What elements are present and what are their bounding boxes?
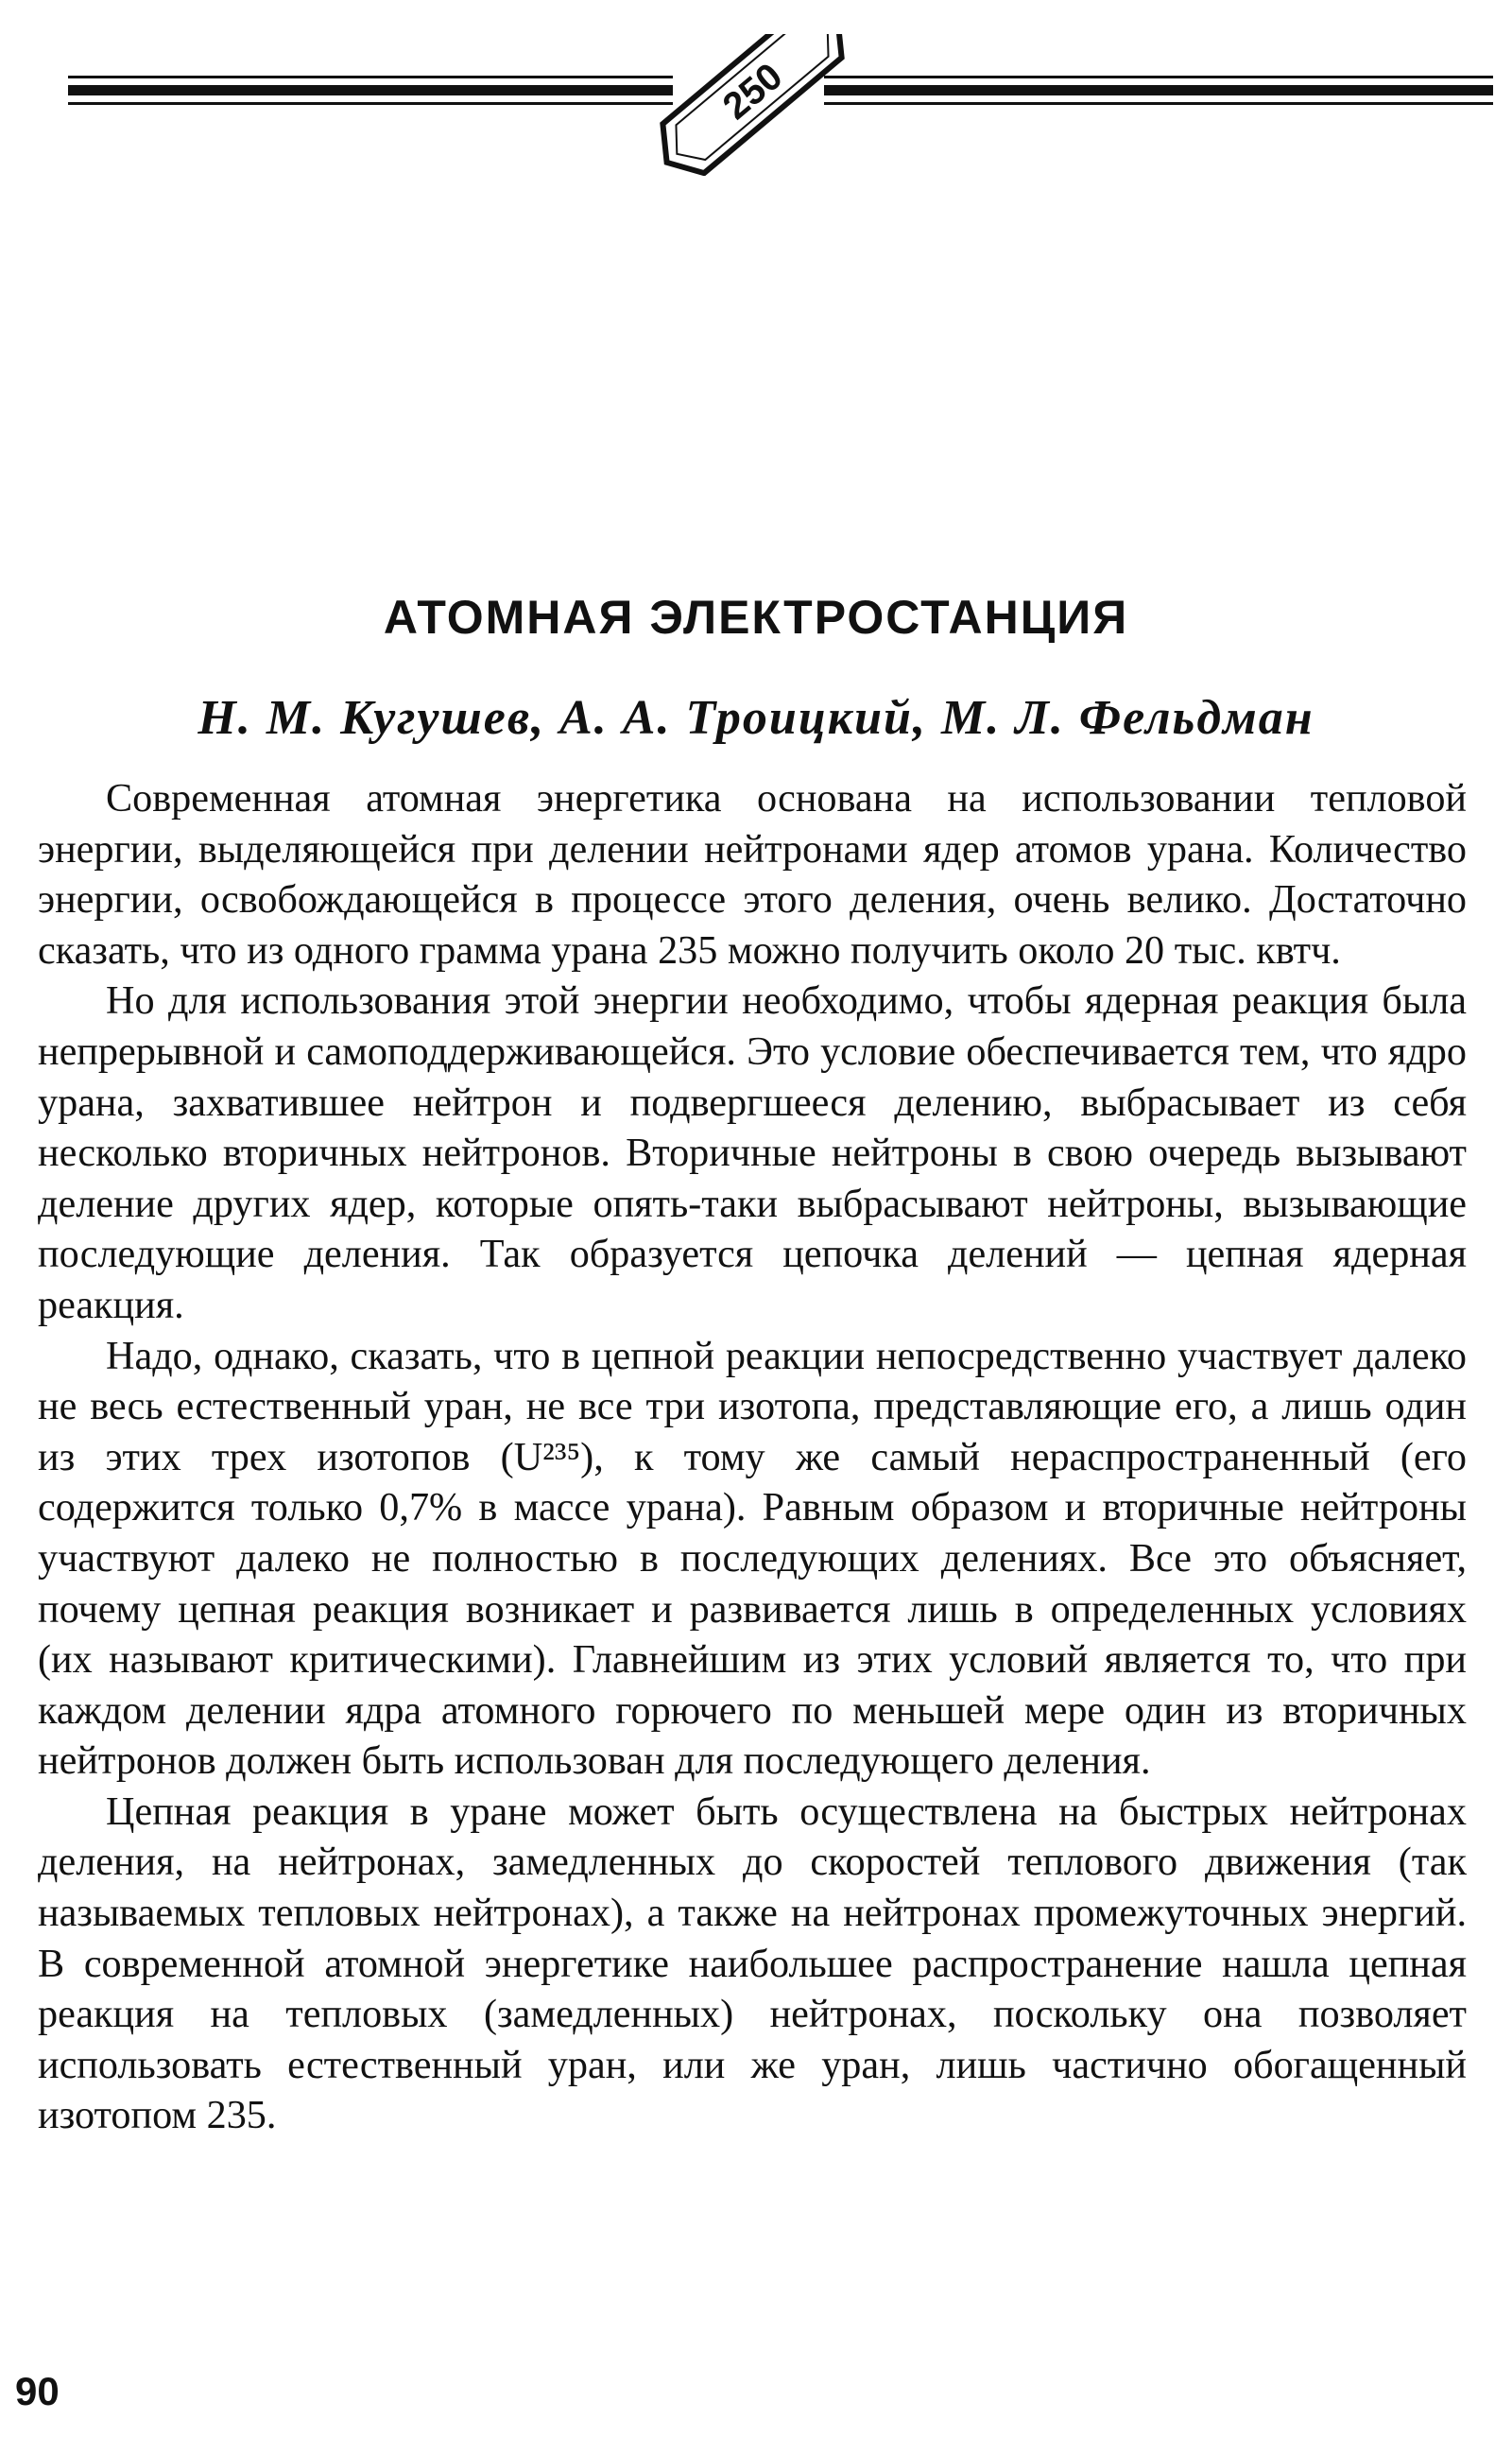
ornament-right-rule-thin-top: [824, 76, 1493, 78]
article-title: АТОМНАЯ ЭЛЕКТРОСТАНЦИЯ: [383, 591, 1129, 644]
page-number: 90: [15, 2369, 60, 2413]
emblem-number: 250: [714, 55, 791, 129]
ornament-right-rule-thin-bottom: [824, 102, 1493, 105]
ornament-left-rule-thick: [68, 85, 673, 95]
paragraph: Надо, однако, сказать, что в цепной реакции непосредственно участвует далеко не весь естественный уран, не все три изотопа, представляющие его, а лишь один из этих трех изотопов (U²³⁵), к тому же самый нераспространенный (его содержится только 0,7% в массе урана). Равным образом и вторичные нейтроны участвуют далеко не полностью в последующих делениях. Все это объясняет, почему цепная реакция возникает и развивается лишь в определенных условиях (их называют критическими). Главнейшим из этих условий является то, что при каждом делении ядра атомного горючего по меньшей мере один из вторичных нейтронов должен быть использован для последующего деления.: [38, 1333, 1467, 1784]
paragraph: Но для использования этой энергии необходимо, чтобы ядерная реакция была непрерывной и самоподдерживающейся. Это условие обеспечивается тем, что ядро урана, захватившее нейтрон и подвергшееся делению, выбрасывает из себя несколько вторичных нейтронов. Вторичные нейтроны в свою очередь вызывают деление других ядер, которые опять-таки выбрасывают нейтроны, вызывающие последующие деления. Так образуется цепочка делений — цепная ядерная реакция.: [38, 978, 1467, 1327]
header-ornament: [68, 34, 1493, 176]
article-body: [38, 773, 1467, 2141]
paragraph: Современная атомная энергетика основана на использовании тепловой энергии, выделяющейся при делении нейтронами ядер атомов урана. Количество энергии, освобождающейся в процессе этого деления, очень велико. Достаточно сказать, что из одного грамма урана 235 можно получить около 20 тыс. квтч.: [38, 776, 1467, 973]
ornament-left-rule-thin-top: [68, 76, 673, 78]
paragraph: Цепная реакция в уране может быть осуществлена на быстрых нейтронах деления, на нейтронах, замедленных до скоростей теплового движения (так называемых тепловых нейтронах), а также на нейтронах промежуточных энергий. В современной атомной энергетике наибольшее распространение нашла цепная реакция на тепловых (замедленных) нейтронах, поскольку она позволяет использовать естественный уран, или же уран, лишь частично обогащенный изотопом 235.: [38, 1789, 1467, 2138]
article-authors: Н. М. Кугушев, А. А. Троицкий, М. Л. Фельдман: [198, 691, 1314, 745]
ornament-right-rule-thick: [824, 85, 1493, 95]
ornament-left-rule-thin-bottom: [68, 102, 673, 105]
